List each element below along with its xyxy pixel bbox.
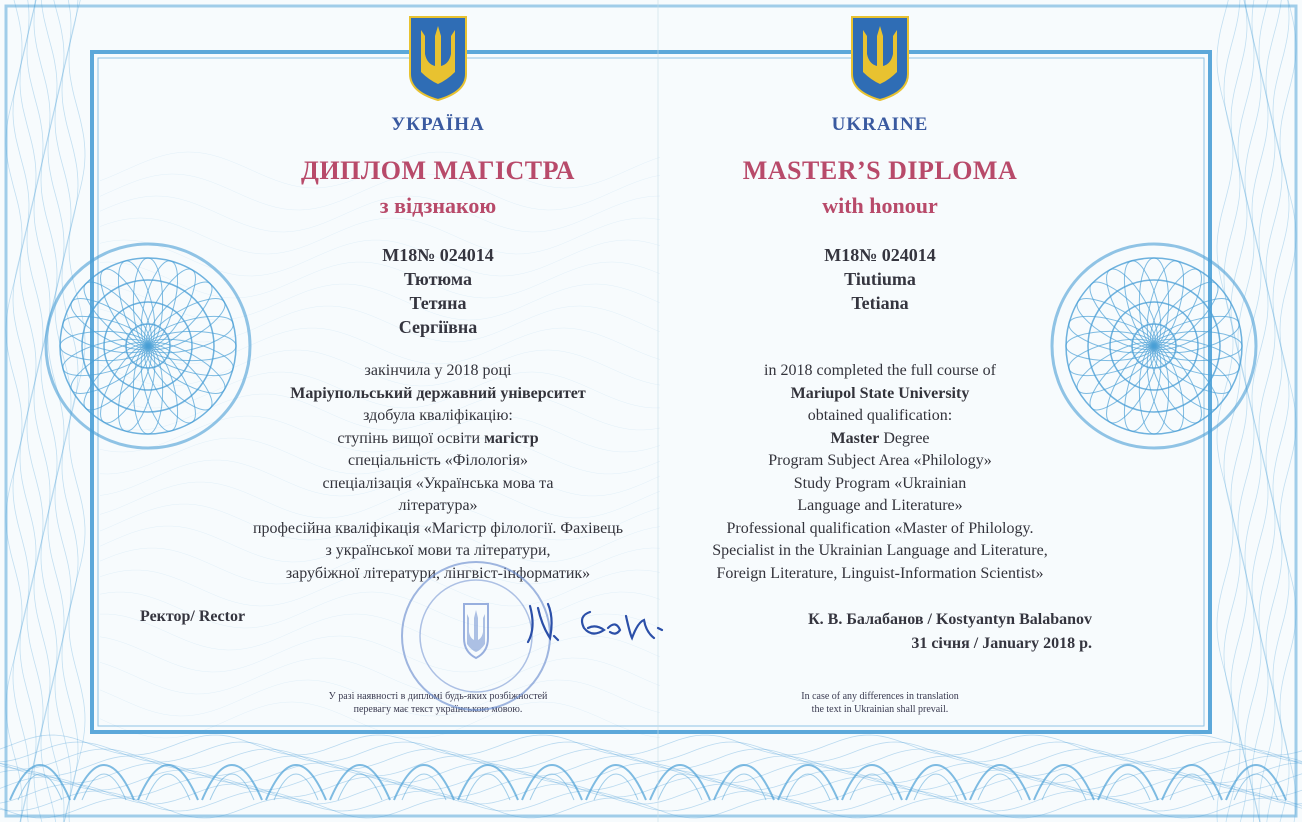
qualification-line <box>212 383 664 406</box>
country-name: UKRAINE <box>831 114 929 135</box>
holder-block <box>660 243 1100 315</box>
qualification-line <box>212 473 664 496</box>
qualification-line-bold: Master <box>830 429 880 447</box>
qualification-line <box>654 428 1106 451</box>
qualification-line-text: закінчила у 2018 році <box>364 362 512 379</box>
diploma-title: ДИПЛОМ МАГІСТРА <box>301 156 575 185</box>
qualification-line-text: Specialist in the Ukrainian Language and Literature, <box>712 542 1048 559</box>
qualification-line-text: професійна кваліфікація «Магістр філології. Фахівець <box>252 519 624 537</box>
rector-name: К. В. Балабанов / Kostyantyn Balabanov <box>808 611 1092 628</box>
qualification-line <box>654 473 1106 496</box>
qualification-line-text: in 2018 completed the full course of <box>764 362 996 379</box>
qualification-line <box>654 518 1106 541</box>
qualification-line <box>654 360 1106 383</box>
country-name: УКРАЇНА <box>391 114 485 135</box>
qualification-line-text: obtained qualification: <box>807 407 953 424</box>
qualification-line <box>654 540 1106 563</box>
qualification-line <box>654 405 1106 428</box>
qualification-line <box>212 405 664 428</box>
qualification-text <box>654 360 1106 585</box>
qualification-line <box>212 428 664 451</box>
diploma-subtitle: з відзнакою <box>379 193 497 218</box>
qualification-line-text: Degree <box>879 429 930 447</box>
qualification-line-text: Professional qualification «Master of Philology. <box>726 519 1034 537</box>
qualification-line-bold: магістр <box>484 429 539 447</box>
qualification-line-text: Маріупольський державний університет <box>290 384 586 402</box>
qualification-line-text: Language and Literature» <box>797 497 963 514</box>
note-line: перевагу має текст українською мовою. <box>353 704 523 715</box>
coat-of-arms-icon <box>849 14 911 102</box>
qualification-line <box>212 495 664 518</box>
rector-signature <box>520 598 680 650</box>
qualification-line-text: Foreign Literature, Linguist-Information Scientist» <box>716 564 1044 582</box>
qualification-line-text: Study Program «Ukrainian <box>793 474 967 492</box>
qualification-line-text: ступінь вищої освіти <box>337 429 485 447</box>
qualification-line <box>212 450 664 473</box>
qualification-line-text: спеціальність «Філологія» <box>348 452 528 469</box>
qualification-text <box>212 360 664 585</box>
rector-label: Ректор/ Rector <box>140 608 246 625</box>
qualification-line <box>212 518 664 541</box>
note-line: the text in Ukrainian shall prevail. <box>811 704 949 715</box>
qualification-line-text: здобула кваліфікацію: <box>363 407 513 424</box>
diploma-number: M18№ 024014 <box>824 245 936 265</box>
holder-surname: Tiutiuma <box>844 269 916 289</box>
qualification-line-text: література» <box>398 497 478 514</box>
coat-of-arms-icon <box>407 14 469 102</box>
qualification-line-text: спеціалізація «Українська мова та <box>322 474 554 492</box>
diploma-title: MASTER’S DIPLOMA <box>742 156 1018 185</box>
rector-block <box>808 608 1092 656</box>
qualification-line <box>654 383 1106 406</box>
translation-note <box>660 690 1100 716</box>
note-line: In case of any differences in translation <box>801 691 959 702</box>
qualification-line <box>654 563 1106 586</box>
holder-block <box>218 243 658 339</box>
issue-date: 31 січня / January 2018 р. <box>911 635 1092 652</box>
diploma-subtitle: with honour <box>822 193 938 218</box>
holder-surname: Тютюма <box>403 269 473 289</box>
qualification-line-text: Mariupol State University <box>790 384 970 402</box>
qualification-line <box>654 495 1106 518</box>
qualification-line-text: з української мови та літератури, <box>325 542 551 559</box>
note-line: У разі наявності в дипломі будь-яких розбіжностей <box>328 691 548 702</box>
holder-patronymic: Сергіївна <box>398 317 478 337</box>
qualification-line <box>212 360 664 383</box>
diploma-number: М18№ 024014 <box>382 245 494 265</box>
qualification-line-text: Program Subject Area «Philology» <box>768 452 992 469</box>
qualification-line <box>654 450 1106 473</box>
qualification-line-text: зарубіжної літератури, лінгвіст-інформатик» <box>285 564 591 582</box>
holder-given-name: Tetiana <box>851 293 909 313</box>
holder-given-name: Тетяна <box>409 293 467 313</box>
